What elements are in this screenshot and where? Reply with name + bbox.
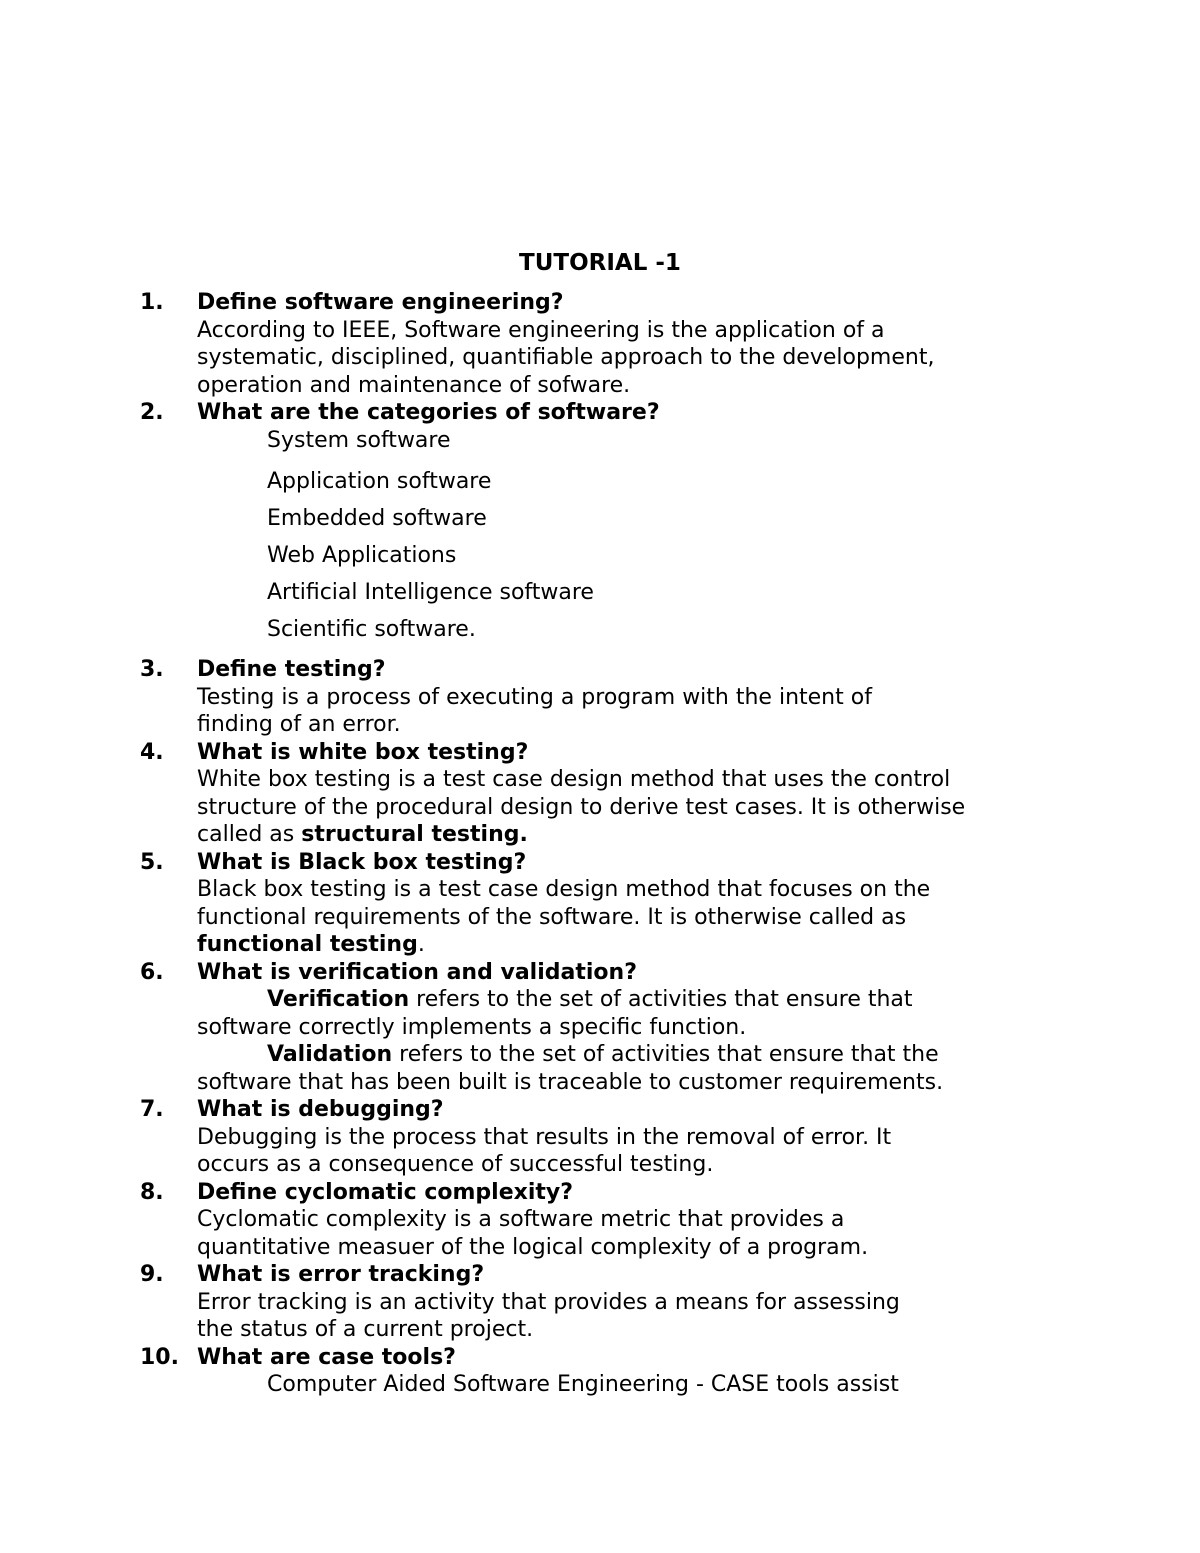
list-item (140, 289, 1100, 399)
validation-term: Validation (267, 1042, 393, 1067)
item-number: 10. (140, 1344, 179, 1370)
question-heading: What is error tracking? (197, 1262, 485, 1287)
question-heading: Define testing? (197, 657, 386, 682)
item-number: 1. (140, 290, 164, 315)
item-number: 3. (140, 657, 164, 682)
answer-text: According to IEEE, Software engineering is the application of a systematic, disciplined, quantifiable approach to the development, operation and maintenance of sofware. (197, 317, 935, 398)
question-heading: What is white box testing? (197, 739, 529, 765)
category-list (197, 427, 1100, 649)
question-heading: What is verification and validation? (197, 959, 637, 985)
verification-paragraph (197, 986, 972, 1041)
list-item (140, 1096, 1100, 1179)
category-item: Embedded software (267, 506, 487, 531)
verification-text: refers to the set of activities that ensure that software correctly implements a specific function. (197, 987, 913, 1040)
item-number: 9. (140, 1262, 164, 1287)
verification-term: Verification (267, 987, 410, 1012)
list-item (140, 656, 1100, 739)
answer-text: Error tracking is an activity that provides a means for assessing the status of a current project. (197, 1289, 900, 1342)
category-item: Web Applications (267, 543, 457, 568)
answer-text-plain: Black box testing is a test case design method that focuses on the functional requirements of the software. It is otherwise called as (197, 877, 931, 930)
list-item (140, 399, 1100, 656)
question-list (140, 289, 1100, 1399)
item-number: 2. (140, 400, 164, 425)
item-number: 5. (140, 849, 164, 875)
answer-text (197, 766, 972, 849)
answer-text-plain: White box testing is a test case design method that uses the control structure of the procedural design to derive test cases. It is otherwise called as (197, 767, 966, 847)
answer-text-tail: . (417, 932, 425, 957)
item-number: 6. (140, 959, 164, 985)
list-item (140, 1344, 1100, 1399)
item-number: 8. (140, 1179, 164, 1205)
question-heading: What are case tools? (197, 1344, 456, 1370)
spacer (197, 648, 1100, 656)
category-item: Scientific software. (267, 617, 476, 642)
question-heading: Define cyclomatic complexity? (197, 1179, 573, 1205)
question-heading: What are the categories of software? (197, 400, 660, 425)
list-item (140, 1261, 1100, 1344)
list-item (140, 739, 1100, 849)
question-heading: What is debugging? (197, 1097, 444, 1122)
validation-text: refers to the set of activities that ensure that the software that has been built is traceable to customer requirements. (197, 1042, 944, 1095)
question-heading: What is Black box testing? (197, 849, 527, 875)
item-number: 7. (140, 1097, 164, 1122)
answer-emphasis: structural testing. (301, 822, 528, 847)
item-number: 4. (140, 739, 164, 765)
list-item (140, 849, 1100, 959)
category-item: Artificial Intelligence software (267, 580, 594, 605)
page-title: TUTORIAL -1 (519, 250, 681, 276)
validation-paragraph (197, 1041, 972, 1096)
answer-text: Testing is a process of executing a program with the intent of finding of an error. (197, 684, 872, 737)
answer-emphasis: functional testing (197, 932, 418, 957)
list-item (140, 1179, 1100, 1262)
answer-text: Cyclomatic complexity is a software metric that provides a quantitative measuer of the logical complexity of a program. (197, 1207, 869, 1260)
answer-text (197, 876, 967, 959)
category-item: Application software (267, 469, 492, 494)
answer-text: Debugging is the process that results in the removal of error. It occurs as a consequence of successful testing. (197, 1124, 892, 1177)
question-heading: Define software engineering? (197, 290, 564, 315)
category-item: System software (267, 427, 451, 453)
list-item (140, 959, 1100, 1097)
answer-text: Computer Aided Software Engineering - CASE tools assist (267, 1372, 899, 1397)
